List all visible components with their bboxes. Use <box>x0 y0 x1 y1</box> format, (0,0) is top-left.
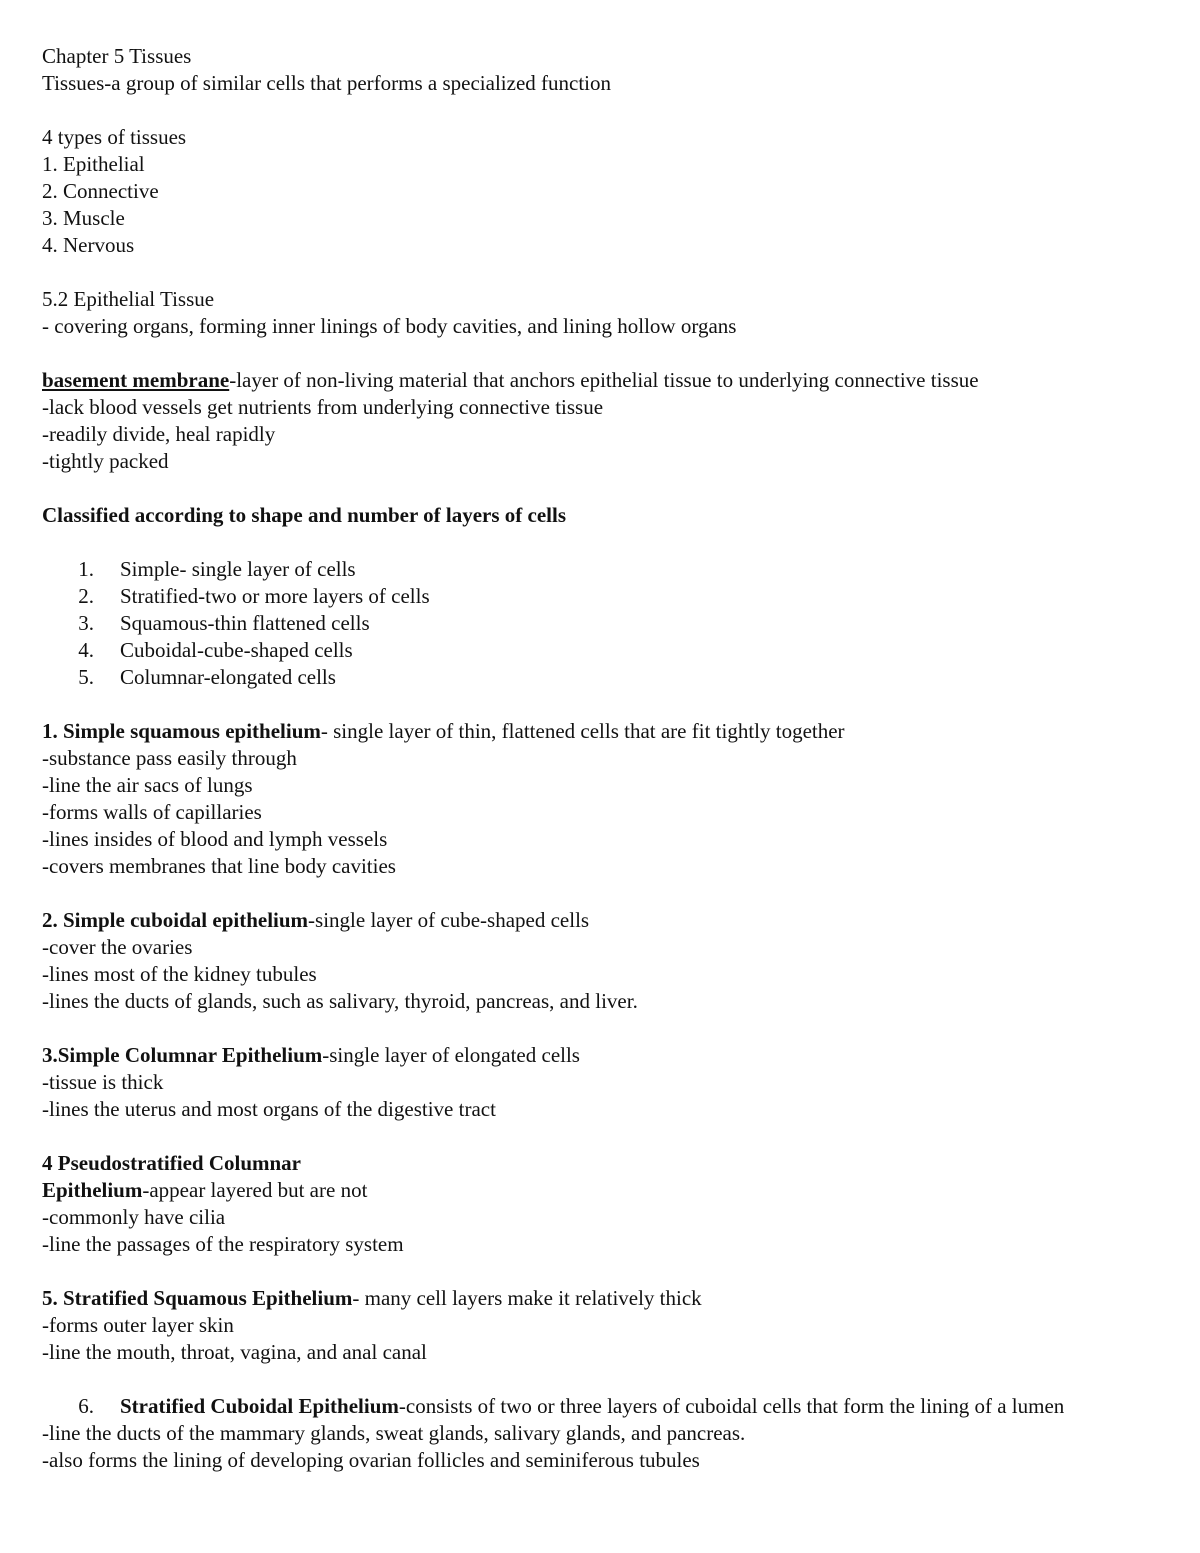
section-line: -lines the ducts of glands, such as salivary, thyroid, pancreas, and liver. <box>42 989 638 1013</box>
epithelial-description: - covering organs, forming inner linings of body cavities, and lining hollow organs <box>42 314 737 338</box>
list-item: 2. Stratified-two or more layers of cells <box>78 584 430 608</box>
section-heading-cont: Epithelium-appear layered but are not <box>42 1178 368 1202</box>
basement-membrane-term: basement membrane <box>42 368 230 392</box>
section-heading: 4 Pseudostratified Columnar <box>42 1151 301 1175</box>
epithelial-heading: 5.2 Epithelial Tissue <box>42 287 215 311</box>
section-line: -substance pass easily through <box>42 746 297 770</box>
list-item: 5. Columnar-elongated cells <box>78 665 336 689</box>
classification-list <box>42 556 1160 691</box>
type-item: 3. Muscle <box>42 206 125 230</box>
section-line: -covers membranes that line body cavities <box>42 854 396 878</box>
section-line: -commonly have cilia <box>42 1205 226 1229</box>
section-line: -also forms the lining of developing ovarian follicles and seminiferous tubules <box>42 1448 700 1472</box>
epithelial-fact: -lack blood vessels get nutrients from underlying connective tissue <box>42 395 604 419</box>
section-heading: 2. Simple cuboidal epithelium-single layer of cube-shaped cells <box>42 908 590 932</box>
section-heading: 3.Simple Columnar Epithelium-single layer of elongated cells <box>42 1043 580 1067</box>
section-line: -line the air sacs of lungs <box>42 773 253 797</box>
section-line: -line the ducts of the mammary glands, sweat glands, salivary glands, and pancreas. <box>42 1421 746 1445</box>
section-heading: 1. Simple squamous epithelium- single layer of thin, flattened cells that are fit tightly together <box>42 719 845 743</box>
section-line: -line the mouth, throat, vagina, and anal canal <box>42 1340 427 1364</box>
types-intro: 4 types of tissues <box>42 125 187 149</box>
type-item: 4. Nervous <box>42 233 135 257</box>
chapter-title: Chapter 5 Tissues <box>42 44 192 68</box>
section-line: -lines the uterus and most organs of the digestive tract <box>42 1097 496 1121</box>
type-item: 2. Connective <box>42 179 159 203</box>
list-item: 3. Squamous-thin flattened cells <box>78 611 370 635</box>
section-line: -cover the ovaries <box>42 935 193 959</box>
basement-membrane-line <box>42 367 1160 394</box>
section-line: -tissue is thick <box>42 1070 164 1094</box>
section-heading: 5. Stratified Squamous Epithelium- many cell layers make it relatively thick <box>42 1286 702 1310</box>
classification-heading: Classified according to shape and number of layers of cells <box>42 503 567 527</box>
basement-membrane-def: -layer of non-living material that anchors epithelial tissue to underlying connective tissue <box>229 368 979 392</box>
list-item: 1. Simple- single layer of cells <box>78 557 356 581</box>
section-line: -forms walls of capillaries <box>42 800 262 824</box>
section-line: -lines most of the kidney tubules <box>42 962 317 986</box>
type-item: 1. Epithelial <box>42 152 145 176</box>
epithelial-fact: -readily divide, heal rapidly <box>42 422 276 446</box>
epithelial-fact: -tightly packed <box>42 449 169 473</box>
section-heading: 6. Stratified Cuboidal Epithelium-consists of two or three layers of cuboidal cells that form the lining of a lumen <box>78 1394 1065 1418</box>
section-line: -forms outer layer skin <box>42 1313 234 1337</box>
list-item: 4. Cuboidal-cube-shaped cells <box>78 638 353 662</box>
section-line: -line the passages of the respiratory system <box>42 1232 404 1256</box>
tissues-definition: Tissues-a group of similar cells that performs a specialized function <box>42 71 611 95</box>
section-line: -lines insides of blood and lymph vessels <box>42 827 388 851</box>
